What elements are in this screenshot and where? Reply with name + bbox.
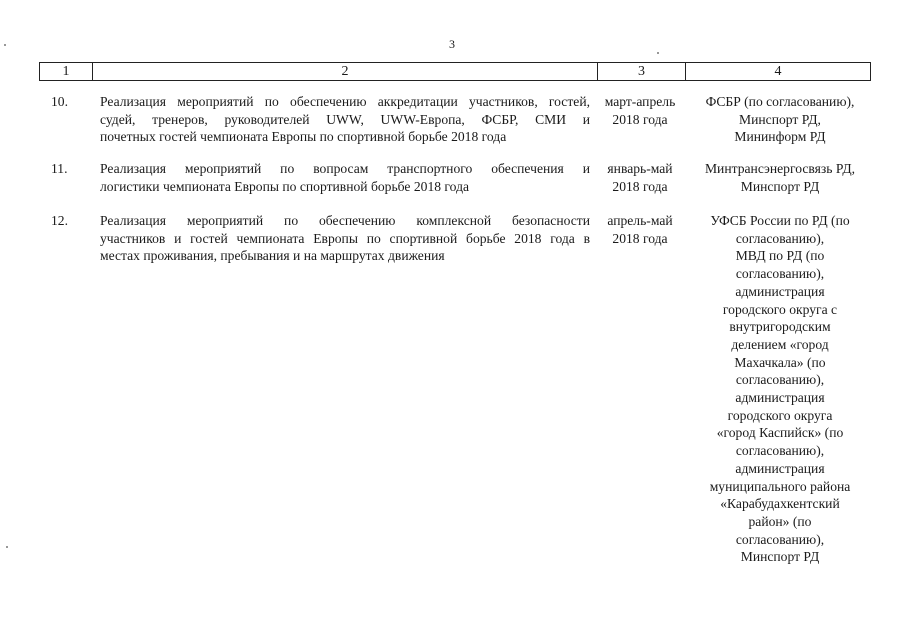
executor-line: муниципального района xyxy=(709,478,851,494)
row-term xyxy=(597,160,683,195)
executor-line: администрация xyxy=(735,283,825,299)
table-header xyxy=(39,62,871,81)
term-line: апрель-май xyxy=(607,213,673,228)
column-header-3: 3 xyxy=(598,63,686,81)
executor-line: МВД по РД (по xyxy=(735,248,825,264)
scan-speck xyxy=(6,546,8,548)
executor-line: согласованию), xyxy=(735,266,825,282)
term-line: 2018 года xyxy=(612,111,668,127)
description-line: Реализация мероприятий по обеспечению аккредитации участников, гостей, xyxy=(100,94,590,109)
description-line: участников и гостей чемпионата Европы по спортивной борьбе 2018 года в xyxy=(100,230,590,246)
executor-line: делением «город xyxy=(731,336,829,352)
scan-speck xyxy=(4,44,6,46)
row-description xyxy=(100,212,590,265)
executor-line: городского округа xyxy=(727,407,833,423)
executor-line: район» (по xyxy=(748,513,812,529)
description-line: Реализация мероприятий по вопросам транспортного обеспечения и xyxy=(100,161,590,176)
scan-speck xyxy=(657,52,659,54)
executor-line: согласованию), xyxy=(735,443,825,459)
executor-line: Минспорт РД xyxy=(740,178,820,194)
executor-line: УФСБ России по РД (по xyxy=(710,213,850,228)
row-term xyxy=(597,93,683,128)
row-number: 10. xyxy=(51,94,68,109)
term-line: 2018 года xyxy=(612,178,668,194)
description-line: почетных гостей чемпионата Европы по спортивной борьбе 2018 года xyxy=(100,129,507,145)
description-line: судей, тренеров, руководителей UWW, UWW-Европа, ФСБР, СМИ и xyxy=(100,111,590,127)
executor-line: Махачкала» (по xyxy=(734,354,826,370)
description-line: Реализация мероприятий по обеспечению комплексной безопасности xyxy=(100,213,590,228)
page-number: 3 xyxy=(449,37,455,51)
executor-line: городского округа с xyxy=(722,301,838,317)
executor-line: Минспорт РД xyxy=(740,549,820,565)
executor-line: Минспорт РД, xyxy=(739,111,821,127)
row-executors xyxy=(690,212,870,566)
executor-line: согласованию), xyxy=(735,372,825,388)
executor-line: Мининформ РД xyxy=(734,129,826,145)
description-line: местах проживания, пребывания и на маршрутах движения xyxy=(100,248,445,264)
term-line: март-апрель xyxy=(604,94,676,109)
row-description xyxy=(100,160,590,195)
executor-line: внутригородским xyxy=(729,319,831,335)
term-line: 2018 года xyxy=(612,230,668,246)
row-executors xyxy=(690,93,870,146)
row-term xyxy=(597,212,683,247)
column-header-1: 1 xyxy=(40,63,93,81)
executor-line: согласованию), xyxy=(735,230,825,246)
executor-line: «Карабудахкентский xyxy=(720,496,840,512)
executor-line: Минтрансэнергосвязь РД, xyxy=(704,161,856,176)
row-executors xyxy=(690,160,870,195)
executor-line: администрация xyxy=(735,390,825,406)
executor-line: администрация xyxy=(735,460,825,476)
row-number: 11. xyxy=(51,161,68,176)
description-line: логистики чемпионата Европы по спортивной борьбе 2018 года xyxy=(100,178,470,194)
executor-line: ФСБР (по согласованию), xyxy=(705,94,855,109)
term-line: январь-май xyxy=(607,161,673,176)
column-header-4: 4 xyxy=(686,63,871,81)
column-header-2: 2 xyxy=(93,63,598,81)
row-description xyxy=(100,93,590,146)
row-number: 12. xyxy=(51,213,68,228)
executor-line: «город Каспийск» (по xyxy=(716,425,844,441)
executor-line: согласованию), xyxy=(735,531,825,547)
